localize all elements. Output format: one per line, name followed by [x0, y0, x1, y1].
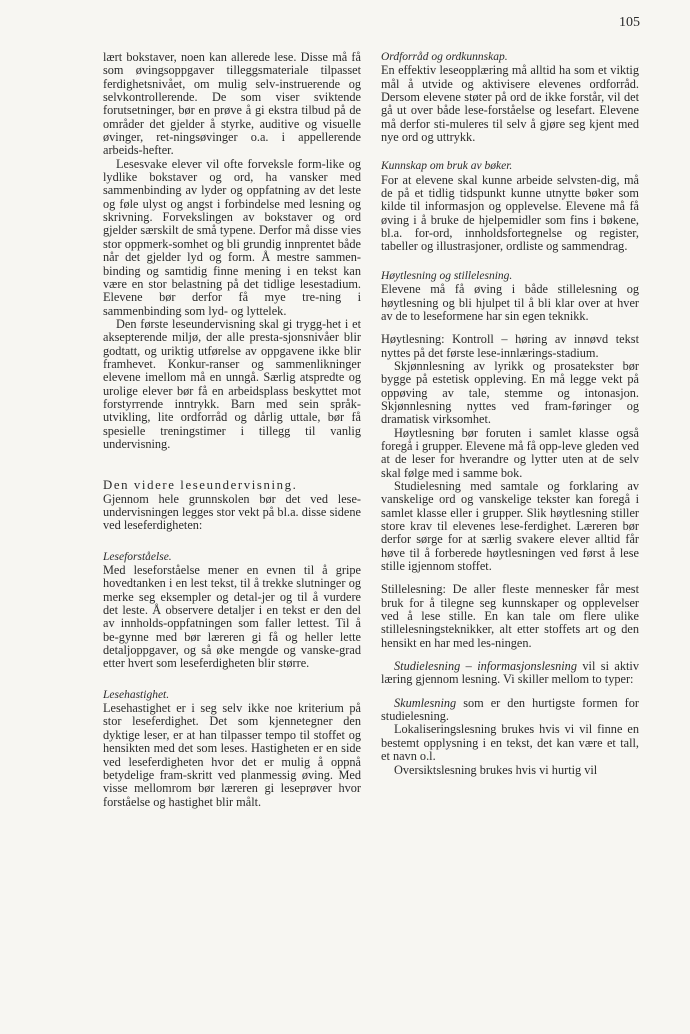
subheading: Høytlesning og stillelesning.: [381, 269, 513, 282]
subheading: Leseforståelse.: [103, 550, 172, 563]
subheading: Kunnskap om bruk av bøker.: [381, 160, 513, 173]
paragraph: En effektiv leseopplæring må alltid ha som et viktig mål å utvide og aktivisere elevenes ordforråd. Dersom elevene støter på ord de ikke forstår, vil det gå ut over både lese-forståelse og lesefart. Elevene må derfor sti-muleres til selv å gjøre seg kjent med nye ord og uttrykk.: [381, 63, 639, 145]
paragraph: Oversiktslesning brukes hvis vi hurtig vil: [394, 762, 598, 777]
term: Skumlesning: [394, 695, 457, 710]
subheading: Ordforråd og ordkunnskap.: [381, 51, 508, 63]
paragraph: Gjennom hele grunnskolen bør det ved lese-undervisningen legges stor vekt på bl.a. disse sidene ved leseferdigheten:: [103, 491, 361, 533]
paragraph: Lesehastighet er i seg selv ikke noe kriterium på stor leseferdighet. Det som kjennetegner den dyktige leser, er at han tilpasser tempo til stoffet og hensikten med det som leses. Hastigheten er en side ved leseferdigheten hvor det er mulig å oppnå betydelige fram-skritt ved planmessig øving. Med visse mellomrom bør læreren gi leseprøver hvor forståelse og hastighet blir målt.: [103, 701, 361, 809]
paragraph: [381, 697, 639, 724]
subheading: Lesehastighet.: [103, 688, 170, 701]
paragraph: Lokaliseringslesning brukes hvis vi vil finne en bestemt opplysning i en tekst, det kan være et tall, et navn o.l.: [381, 722, 639, 764]
paragraph: Studielesning med samtale og forklaring av vanskelige ord og vanskelige tekster kan foregå i samlet klasse eller i grupper. Slik høytlesning stiller store krav til elevenes lese-ferdighet. Læreren bør derfor sørge for at særlig svakere elever alltid får høve til å forberede høytlesningen ved først å lese stille igjennom stoffet.: [381, 478, 639, 574]
paragraph: Høytlesning: Kontroll – høring av innøvd tekst nyttes på det første lese-innlærings-stadium.: [381, 332, 639, 360]
paragraph: Den første leseundervisning skal gi trygg-het i et aksepterende miljø, der alle presta-sjonsnivåer blir godtatt, og uriktig utførelse av oppgavene ikke blir framhevet. Konkur-ranser og sammenlikninger elevene imellom må en unngå. Særlig atspredte og urolige elever bør få en arbeidsplass beskyttet mot forstyrrende inntrykk. Barn med sein språk-utvikling, lite ordforråd og dårlig uttale, bør få spesielle treningstimer i tillegg til vanlig undervisning.: [103, 316, 361, 451]
paragraph-text: som er den hurtigste formen for studielesning.: [381, 695, 639, 724]
paragraph: Lesesvake elever vil ofte forveksle form-like og lydlike bokstaver og ord, ha vansker med sammenbinding av lyder og oppfatning av det leste og føle ulyst og angst i forbindelse med lesning og skrivning. Forvekslingen av bokstaver og ord gjelder særskilt de små typene. Derfor må disse vies stor oppmerk-somhet og bli grundig innprentet både når det gjelder lyd og form. Å mestre sammen-binding og samtidig finne mening i en tekst kan være en stor belastning på det tidlige lesestadium. Elevene bør derfor få mye tre-ning i sammenbinding som lyd- og lyttelek.: [103, 156, 361, 318]
section-title: Den videre leseundervisning.: [103, 478, 298, 493]
paragraph-text: vil si aktiv læring gjennom lesning. Vi skiller mellom to typer:: [381, 659, 639, 687]
paragraph: Stillelesning: De aller fleste mennesker får mest bruk for å tilegne seg kunnskaper og opplevelser ved å lese stille. En kan tale om flere ulike stillelesningsteknikker, alt etter stoffets art og den hensikt en har med les-ningen.: [381, 582, 639, 650]
left-column: [103, 51, 361, 809]
page-number: 105: [619, 15, 640, 30]
paragraph: Skjønnlesning av lyrikk og prosatekster bør bygge på estetisk oppleving. En må legge vekt på oppøving av tale, stemme og intonasjon. Skjønnlesning nyttes ved fram-føringer og dramatisk virksomhet.: [381, 358, 639, 427]
paragraph: Med leseforståelse mener en evnen til å gripe hovedtanken i en lest tekst, til å trekke slutninger og merke seg eksempler og detal-jer og til å vurdere det leste. Å observere detaljer i en tekst er den del av innholds-oppfatningen som faller lettest. Til å be-gynne med bør læreren gi få og heller lette detaljoppgaver, og så øke mengde og vanske-grad etter hvert som leseferdigheten blir større.: [103, 563, 361, 671]
paragraph: Høytlesning bør foruten i samlet klasse også foregå i grupper. Elevene må få opp-leve gleden ved at de leser for hverandre og lytter uten at de selv skal følge med i samme bok.: [381, 425, 639, 480]
paragraph: For at elevene skal kunne arbeide selvsten-dig, må de på et tidlig tidspunkt kunne utnytte bøker som kilde til informasjon og opplevelse. Elevene må få øving i å bruke de hjelpemidler som fins i bøkene, bl.a. for-ord, innholdsfortegnelse og register, tabeller og illustrasjoner, ordliste og sammendrag.: [381, 172, 639, 254]
term: Studielesning – informasjonslesning: [394, 659, 577, 674]
paragraph: lært bokstaver, noen kan allerede lese. Disse må få som øvingsoppgaver tilleggsmateriale tilpasset ferdighetsnivået, om mulig selv-instruerende og selvkontrollerende. De som viser sviktende forutsetninger, bør en prøve å gi ekstra tilbud på de områder det gjelder å styrke, auditive og visuelle øvinger, ret-ningsøvinger o.a. i appellerende arbeids-hefter.: [103, 50, 361, 158]
paragraph: Elevene må få øving i både stillelesning og høytlesning og bli hjulpet til å bli klar over at hver av de to leseformene har sin egen teknikk.: [381, 282, 639, 323]
paragraph: [381, 660, 639, 687]
right-column: [381, 51, 639, 777]
